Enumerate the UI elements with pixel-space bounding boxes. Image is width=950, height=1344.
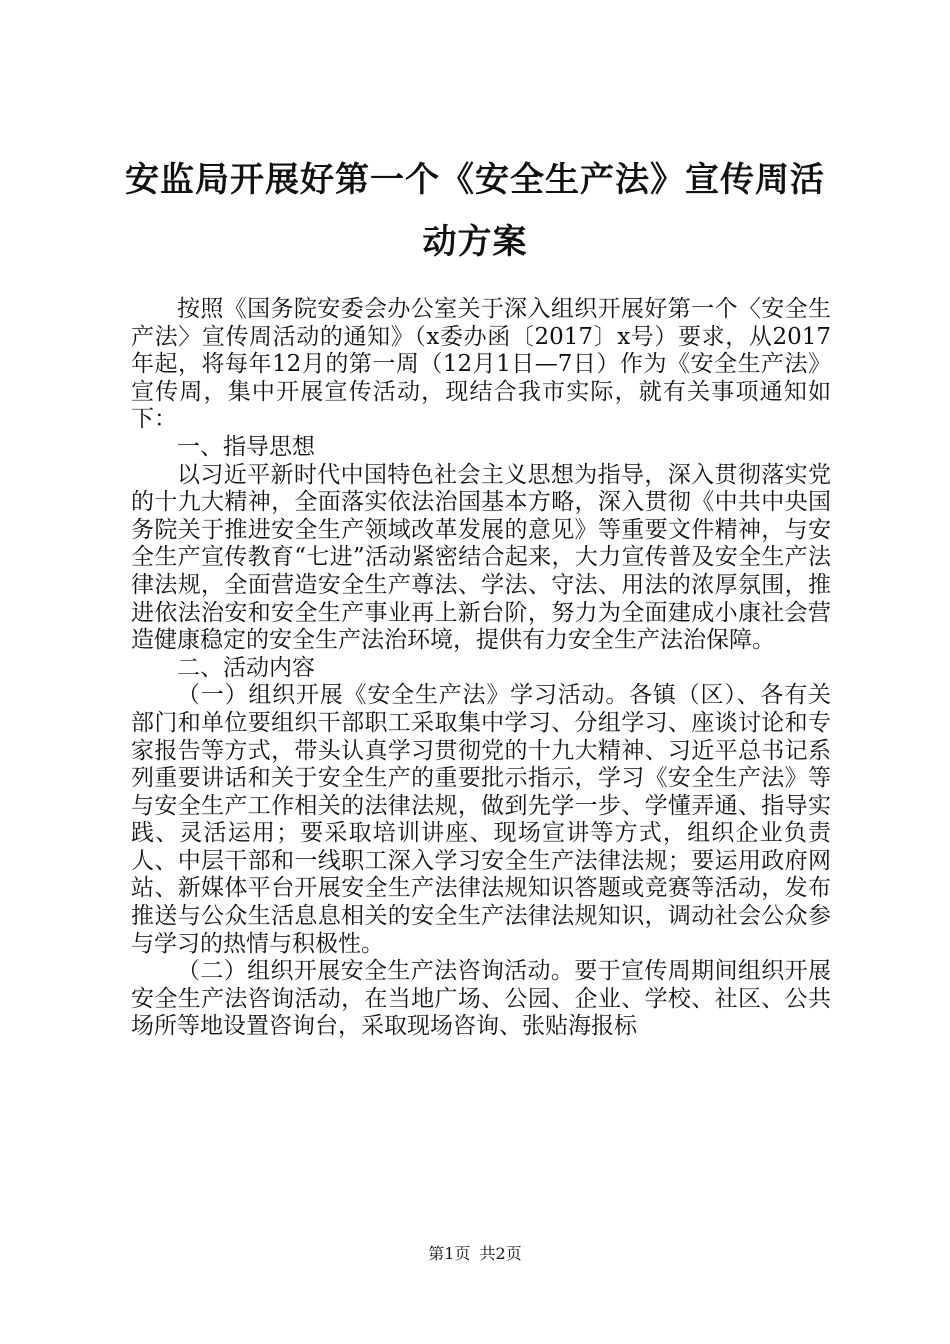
intro-paragraph: 按照《国务院安委会办公室关于深入组织开展好第一个〈安全生产法〉宣传周活动的通知》（x委办函〔2017〕x号）要求，从2017年起，将每年12月的第一周（12月1日—7日）作为《安全生产法》宣传周，集中开展宣传活动，现结合我市实际，就有关事项通知如下：: [131, 296, 831, 433]
document-title-line-1: 安监局开展好第一个《安全生产法》宣传周活: [125, 160, 825, 200]
page-number: 第1页: [428, 1244, 471, 1263]
activity-item-1-paragraph: （一）组织开展《安全生产法》学习活动。各镇（区）、各有关部门和单位要组织干部职工采取集中学习、分组学习、座谈讨论和专家报告等方式，带头认真学习贯彻党的十九大精神、习近平总书记系列重要讲话和关于安全生产的重要批示指示，学习《安全生产法》等与安全生产工作相关的法律法规，做到先学一步、学懂弄通、指导实践、灵活运用；要采取培训讲座、现场宣讲等方式，组织企业负责人、中层干部和一线职工深入学习安全生产法律法规；要运用政府网站、新媒体平台开展安全生产法律法规知识答题或竞赛等活动，发布推送与公众生活息息相关的安全生产法律法规知识，调动社会公众参与学习的热情与积极性。: [131, 682, 831, 957]
document-body: [131, 296, 831, 1041]
section-heading-guiding-thought: 一、指导思想: [177, 433, 315, 460]
page-footer: [0, 1244, 950, 1264]
page-total: 共2页: [479, 1244, 522, 1263]
document-title-line-2: 动方案: [422, 222, 528, 262]
activity-item-2-paragraph: （二）组织开展安全生产法咨询活动。要于宣传周期间组织开展安全生产法咨询活动，在当地广场、公园、企业、学校、社区、公共场所等地设置咨询台，采取现场咨询、张贴海报标: [131, 958, 831, 1040]
guiding-thought-paragraph: 以习近平新时代中国特色社会主义思想为指导，深入贯彻落实党的十九大精神，全面落实依法治国基本方略，深入贯彻《中共中央国务院关于推进安全生产领域改革发展的意见》等重要文件精神，与安全生产宣传教育“七进”活动紧密结合起来，大力宣传普及安全生产法律法规，全面营造安全生产尊法、学法、守法、用法的浓厚氛围，推进依法治安和安全生产事业再上新台阶，努力为全面建成小康社会营造健康稳定的安全生产法治环境，提供有力安全生产法治保障。: [131, 461, 831, 654]
section-heading-activity-content: 二、活动内容: [177, 654, 315, 681]
